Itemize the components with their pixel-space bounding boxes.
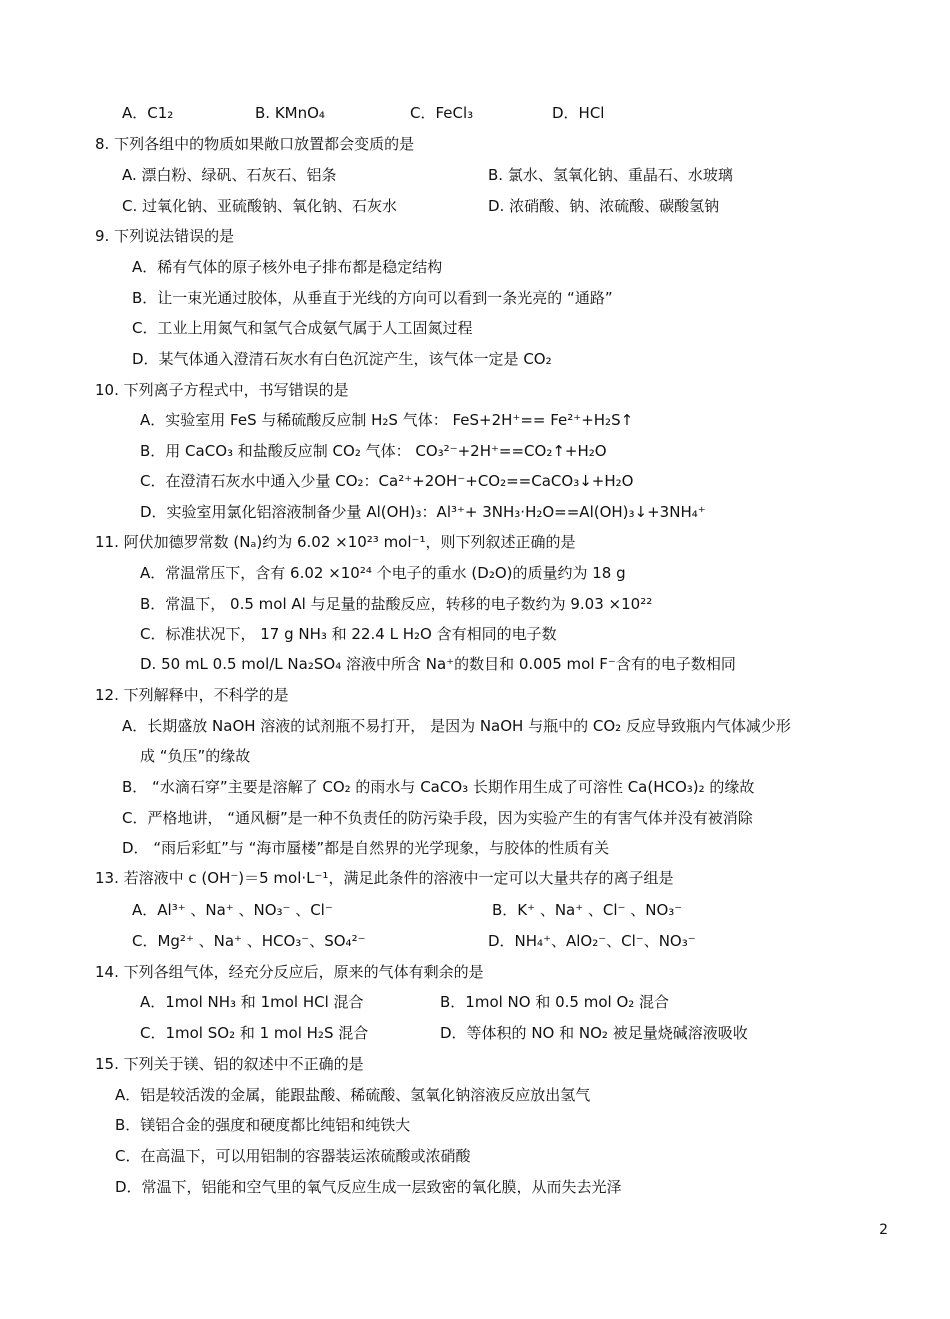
q13-option-c: C．Mg²⁺ 、Na⁺ 、HCO₃⁻、SO₄²⁻ xyxy=(132,932,366,950)
q14-stem: 14. 下列各组气体，经充分反应后，原来的气体有剩余的是 xyxy=(95,963,484,981)
q8-option-b: B. 氯水、氢氧化钠、重晶石、水玻璃 xyxy=(488,166,733,184)
q14-option-c: C．1mol SO₂ 和 1 mol H₂S 混合 xyxy=(140,1024,369,1042)
q7-option-d: D．HCl xyxy=(552,104,605,122)
q9-option-c: C．工业上用氮气和氢气合成氨气属于人工固氮过程 xyxy=(132,319,473,337)
q13-stem: 13. 若溶液中 c (OH⁻)＝5 mol·L⁻¹，满足此条件的溶液中一定可以大量共存的离子组是 xyxy=(95,869,674,887)
q12-option-c: C．严格地讲， “通风橱”是一种不负责任的防污染手段，因为实验产生的有害气体并没有被消除 xyxy=(122,809,753,827)
q14-option-d: D．等体积的 NO 和 NO₂ 被足量烧碱溶液吸收 xyxy=(440,1024,748,1042)
q15-option-b: B．镁铝合金的强度和硬度都比纯铝和纯铁大 xyxy=(115,1116,411,1134)
q15-option-a: A．铝是较活泼的金属，能跟盐酸、稀硫酸、氢氧化钠溶液反应放出氢气 xyxy=(115,1086,591,1104)
q11-option-c: C．标准状况下， 17 g NH₃ 和 22.4 L H₂O 含有相同的电子数 xyxy=(140,625,557,643)
q7-option-c: C．FeCl₃ xyxy=(410,104,474,122)
q10-option-c: C．在澄清石灰水中通入少量 CO₂：Ca²⁺+2OH⁻+CO₂==CaCO₃↓+H₂O xyxy=(140,472,634,490)
q15-option-c: C．在高温下，可以用铝制的容器装运浓硫酸或浓硝酸 xyxy=(115,1147,471,1165)
q8-stem: 8. 下列各组中的物质如果敞口放置都会变质的是 xyxy=(95,135,415,153)
q7-option-b: B. KMnO₄ xyxy=(255,104,325,122)
q9-option-a: A．稀有气体的原子核外电子排布都是稳定结构 xyxy=(132,258,443,276)
q12-option-a-line2: 成 “负压”的缘故 xyxy=(140,747,251,765)
q8-option-c: C. 过氧化钠、亚硫酸钠、氧化钠、石灰水 xyxy=(122,197,398,215)
q11-stem: 11. 阿伏加德罗常数 (Nₐ)约为 6.02 ×10²³ mol⁻¹，则下列叙述正确的是 xyxy=(95,533,576,551)
q11-option-b: B．常温下， 0.5 mol Al 与足量的盐酸反应，转移的电子数约为 9.03 ×10²² xyxy=(140,595,653,613)
q8-option-a: A. 漂白粉、绿矾、石灰石、铝条 xyxy=(122,166,337,184)
q15-option-d: D．常温下，铝能和空气里的氧气反应生成一层致密的氧化膜，从而失去光泽 xyxy=(115,1178,622,1196)
q9-option-b: B．让一束光通过胶体，从垂直于光线的方向可以看到一条光亮的 “通路” xyxy=(132,289,613,307)
q10-option-d: D．实验室用氯化铝溶液制备少量 Al(OH)₃：Al³⁺+ 3NH₃·H₂O==Al(OH)₃↓+3NH₄⁺ xyxy=(140,503,706,521)
q10-stem: 10. 下列离子方程式中，书写错误的是 xyxy=(95,381,349,399)
q14-option-b: B．1mol NO 和 0.5 mol O₂ 混合 xyxy=(440,993,670,1011)
q12-option-d: D． “雨后彩虹”与 “海市蜃楼”都是自然界的光学现象，与胶体的性质有关 xyxy=(122,839,610,857)
q12-option-b: B． “水滴石穿”主要是溶解了 CO₂ 的雨水与 CaCO₃ 长期作用生成了可溶性 Ca(HCO₃)₂ 的缘故 xyxy=(122,778,755,796)
q10-option-b: B．用 CaCO₃ 和盐酸反应制 CO₂ 气体： CO₃²⁻+2H⁺==CO₂↑+H₂O xyxy=(140,442,607,460)
q9-stem: 9. 下列说法错误的是 xyxy=(95,227,235,245)
q7-option-a: A．C1₂ xyxy=(122,104,174,122)
q15-stem: 15. 下列关于镁、铝的叙述中不正确的是 xyxy=(95,1055,364,1073)
q12-option-a-line1: A．长期盛放 NaOH 溶液的试剂瓶不易打开， 是因为 NaOH 与瓶中的 CO₂ 反应导致瓶内气体减少形 xyxy=(122,717,791,735)
q9-option-d: D．某气体通入澄清石灰水有白色沉淀产生，该气体一定是 CO₂ xyxy=(132,350,552,368)
q13-option-b: B．K⁺ 、Na⁺ 、Cl⁻ 、NO₃⁻ xyxy=(492,901,683,919)
q11-option-a: A．常温常压下，含有 6.02 ×10²⁴ 个电子的重水 (D₂O)的质量约为 18 g xyxy=(140,564,626,582)
q13-option-a: A．Al³⁺ 、Na⁺ 、NO₃⁻ 、Cl⁻ xyxy=(132,901,333,919)
q11-option-d: D. 50 mL 0.5 mol/L Na₂SO₄ 溶液中所含 Na⁺的数目和 0.005 mol F⁻含有的电子数相同 xyxy=(140,655,736,673)
q12-stem: 12. 下列解释中，不科学的是 xyxy=(95,686,289,704)
q13-option-d: D．NH₄⁺、AlO₂⁻、Cl⁻、NO₃⁻ xyxy=(488,932,696,950)
q14-option-a: A．1mol NH₃ 和 1mol HCl 混合 xyxy=(140,993,364,1011)
q10-option-a: A．实验室用 FeS 与稀硫酸反应制 H₂S 气体： FeS+2H⁺== Fe²⁺+H₂S↑ xyxy=(140,411,634,429)
page-number: 2 xyxy=(879,1222,888,1238)
q8-option-d: D. 浓硝酸、钠、浓硫酸、碳酸氢钠 xyxy=(488,197,720,215)
